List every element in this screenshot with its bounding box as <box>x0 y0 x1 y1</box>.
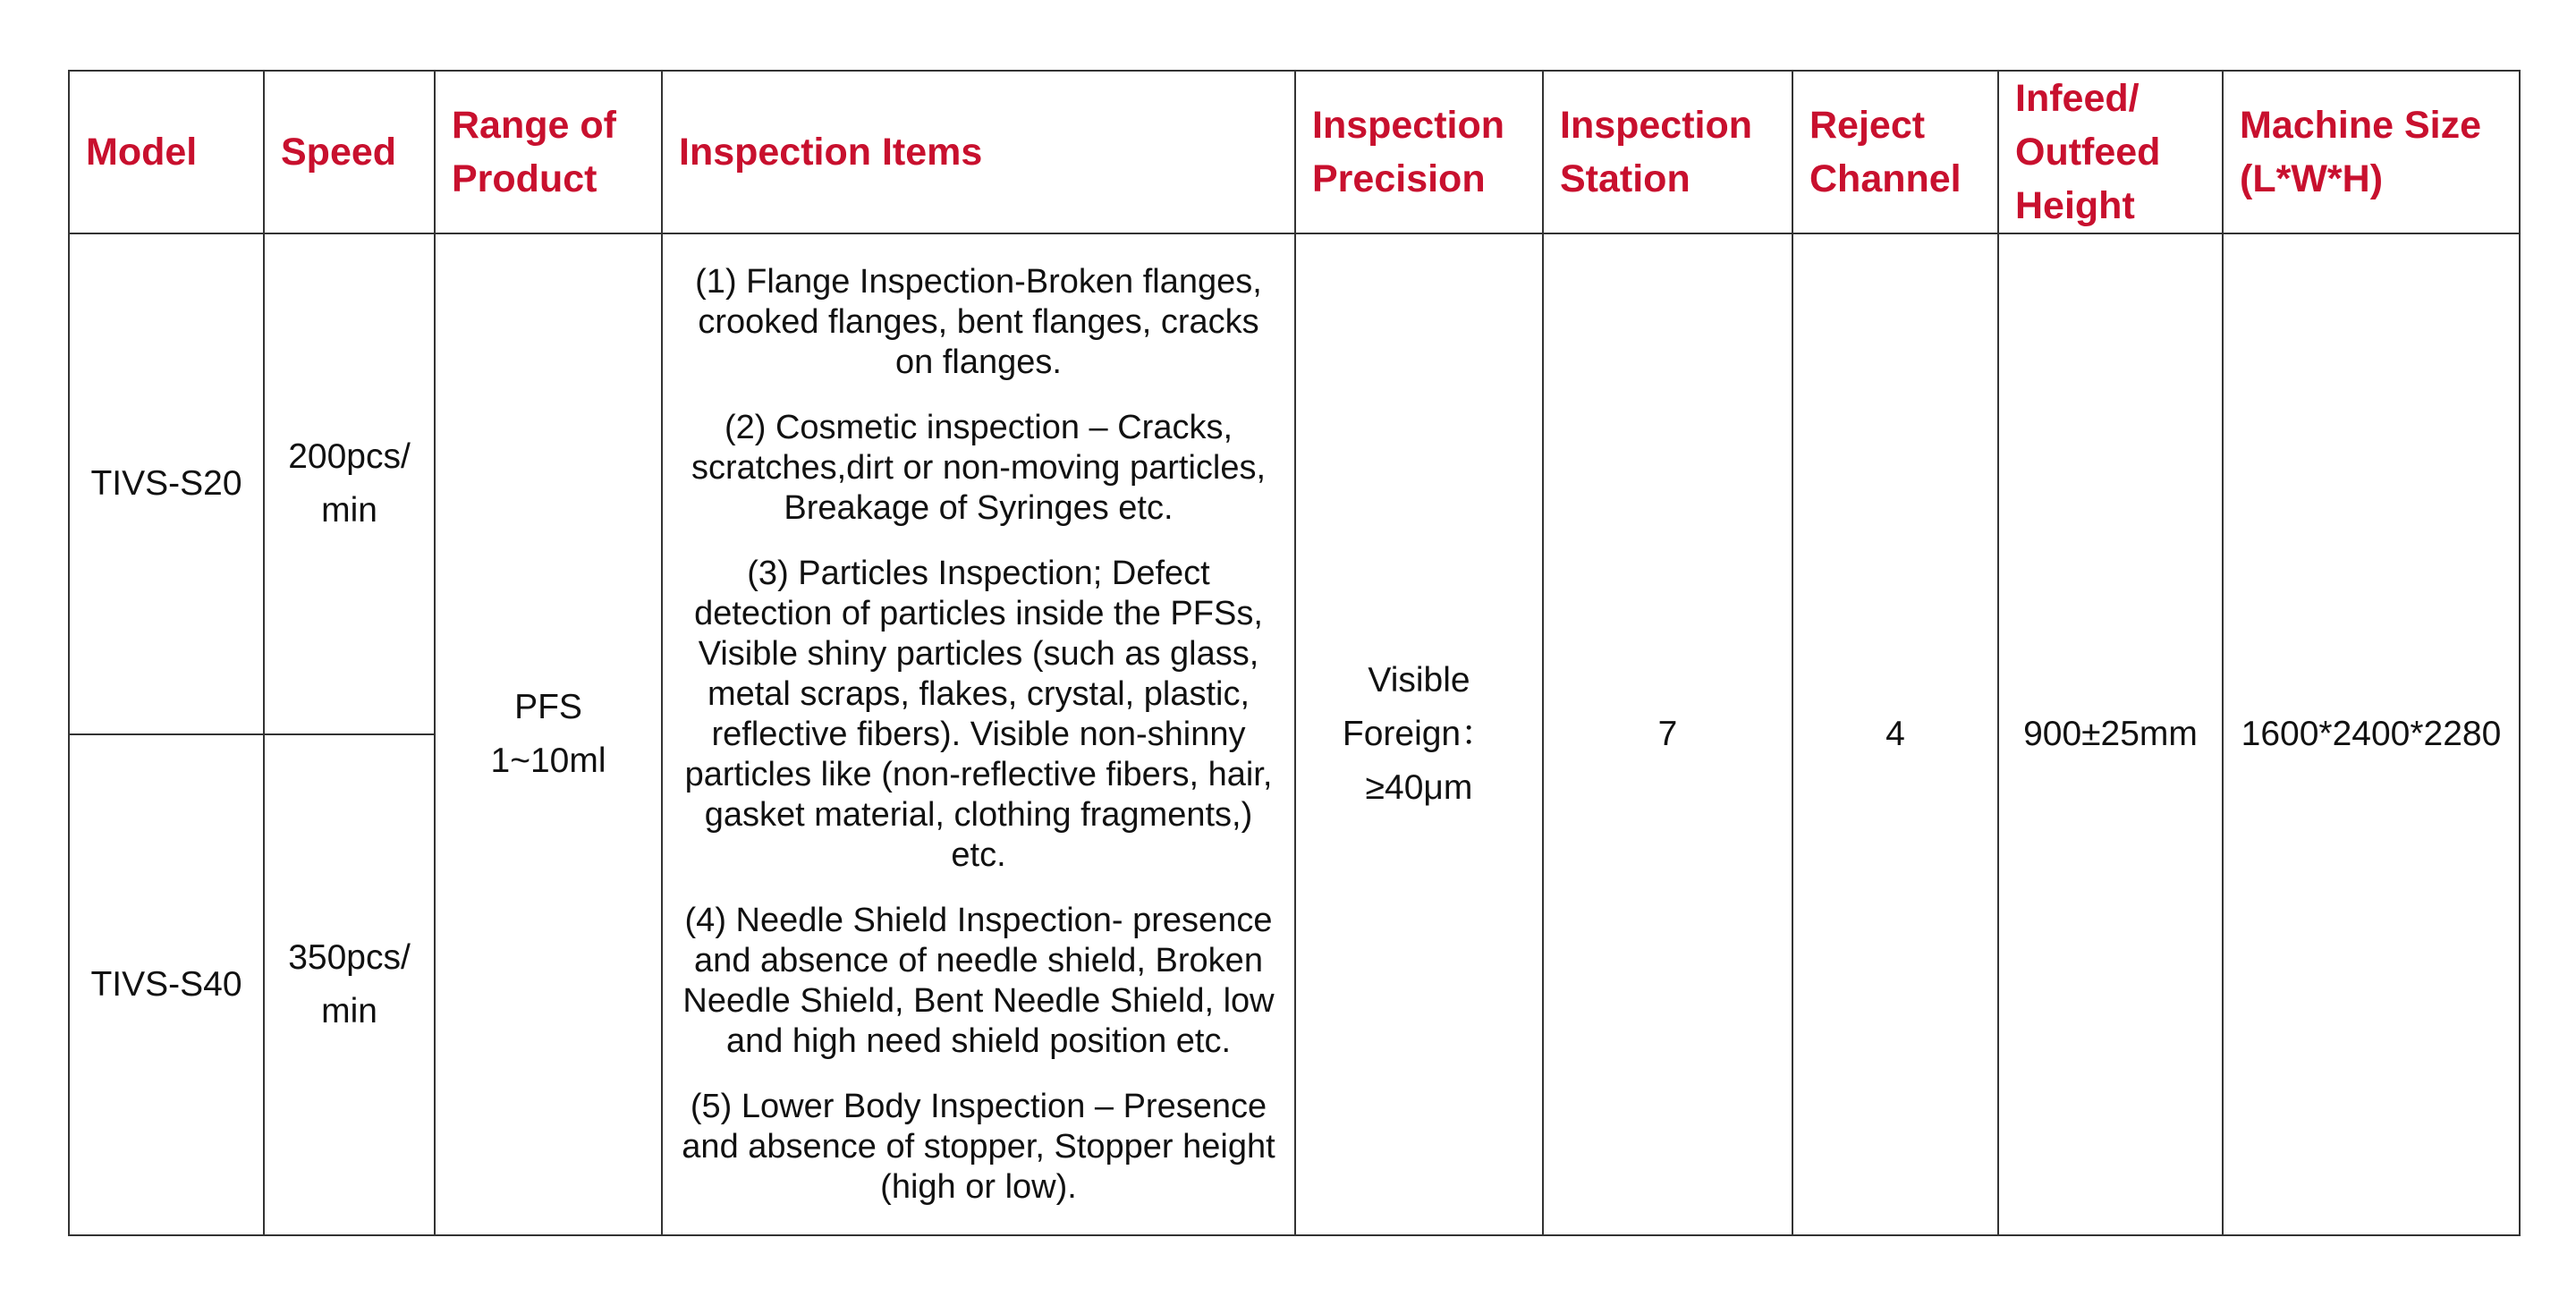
station-value: 7 <box>1657 715 1678 753</box>
precision-value-line2: Foreign： <box>1342 715 1496 753</box>
header-size-line1: Machine Size <box>2240 104 2482 147</box>
inspection-station-cell <box>1543 233 1792 1235</box>
specification-table <box>68 70 2521 1236</box>
inspection-item: (4) Needle Shield Inspection- presence and absence of needle shield, Broken Needle Shield, Bent Needle Shield, low and high need shield position etc. <box>682 901 1275 1060</box>
range-of-product-cell <box>435 233 662 1235</box>
header-infeed-outfeed-height <box>1998 71 2223 233</box>
infeed-outfeed-height-cell <box>1998 233 2223 1235</box>
inspection-precision-cell <box>1295 233 1543 1235</box>
header-reject-line2: Channel <box>1809 157 1962 200</box>
machine-size-cell <box>2223 233 2520 1235</box>
inspection-item: (2) Cosmetic inspection – Cracks, scratches,dirt or non-moving particles, Breakage of Syringes etc. <box>691 408 1267 527</box>
size-value: 1600*2400*2280 <box>2241 715 2502 753</box>
header-range-line2: Product <box>452 157 597 200</box>
header-range-of-product <box>435 71 662 233</box>
speed-value-line1: 200pcs/ <box>288 437 411 476</box>
header-inspection-precision <box>1295 71 1543 233</box>
inspection-items-cell <box>662 233 1295 1235</box>
inspection-item: (1) Flange Inspection-Broken flanges, crooked flanges, bent flanges, cracks on flanges. <box>695 262 1262 381</box>
reject-value: 4 <box>1885 715 1905 753</box>
header-range-line1: Range of <box>452 104 616 147</box>
table-row <box>69 233 2520 734</box>
height-value: 900±25mm <box>2023 715 2198 753</box>
speed-cell <box>264 734 435 1235</box>
header-height-line2: Outfeed <box>2015 131 2161 174</box>
range-value-line2: 1~10ml <box>490 742 606 780</box>
model-value: TIVS-S20 <box>90 464 242 503</box>
speed-value-line1: 350pcs/ <box>288 938 411 977</box>
header-size-line2: (L*W*H) <box>2240 157 2384 200</box>
header-model-label: Model <box>86 131 198 174</box>
header-height-line1: Infeed/ <box>2015 77 2140 120</box>
model-value: TIVS-S40 <box>90 965 242 1004</box>
speed-value-line2: min <box>321 992 377 1030</box>
header-inspection-items-label: Inspection Items <box>679 131 983 174</box>
header-precision-line1: Inspection <box>1312 104 1505 147</box>
header-speed-label: Speed <box>281 131 397 174</box>
inspection-item: (5) Lower Body Inspection – Presence and absence of stopper, Stopper height (high or low). <box>682 1087 1275 1206</box>
header-inspection-station <box>1543 71 1792 233</box>
header-row <box>69 71 2520 233</box>
range-value-line1: PFS <box>514 688 582 726</box>
speed-value-line2: min <box>321 491 377 530</box>
header-reject-channel <box>1792 71 1998 233</box>
model-cell <box>69 734 264 1235</box>
precision-value-line3: ≥40μm <box>1365 768 1473 807</box>
model-cell <box>69 233 264 734</box>
header-machine-size <box>2223 71 2520 233</box>
header-station-line1: Inspection <box>1560 104 1753 147</box>
header-inspection-items <box>662 71 1295 233</box>
speed-cell <box>264 233 435 734</box>
precision-value-line1: Visible <box>1368 661 1470 699</box>
header-reject-line1: Reject <box>1809 104 1926 147</box>
inspection-item: (3) Particles Inspection; Defect detection of particles inside the PFSs, Visible shiny particles (such as glass, metal scraps, flakes, crystal, plastic, reflective fibers). Visible non-shinny particles like (non-reflective fibers, hair, gasket material, clothing fragments,) etc. <box>684 554 1273 874</box>
header-model <box>69 71 264 233</box>
header-height-line3: Height <box>2015 184 2135 227</box>
header-station-line2: Station <box>1560 157 1690 200</box>
header-precision-line2: Precision <box>1312 157 1486 200</box>
reject-channel-cell <box>1792 233 1998 1235</box>
header-speed <box>264 71 435 233</box>
